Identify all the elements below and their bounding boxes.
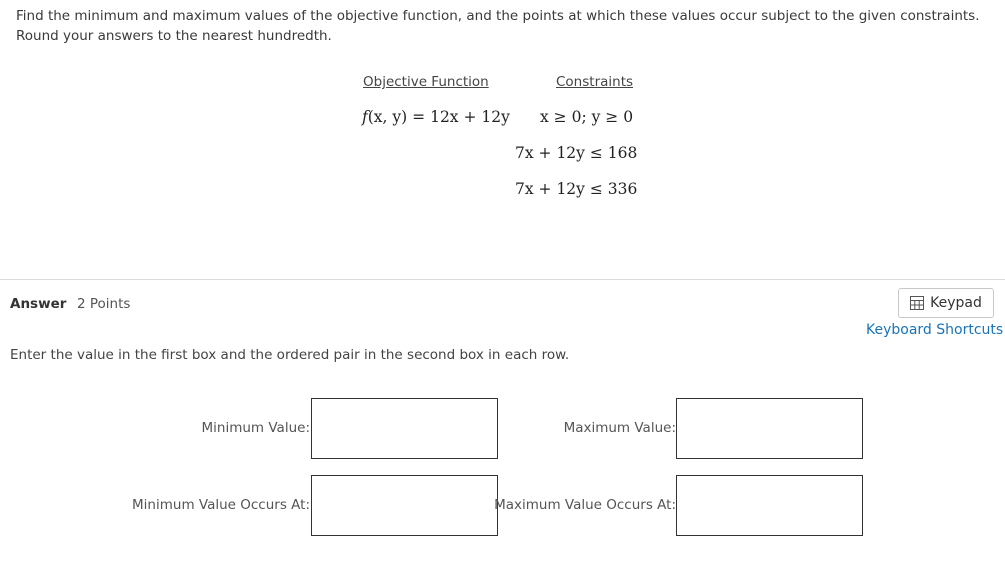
question-prompt: Find the minimum and maximum values of the objective function, and the points at which these values occur subject to the given constraints. Round your answers to the nearest hundredth. <box>16 8 980 44</box>
objective-equals: = <box>412 108 426 126</box>
objective-function-args: (x, y) <box>367 108 408 126</box>
section-divider <box>0 279 1005 280</box>
keypad-button-label: Keypad <box>930 295 982 311</box>
answer-instructions: Enter the value in the first box and the ordered pair in the second box in each row. <box>10 347 570 363</box>
minimum-occurs-at-input[interactable] <box>311 475 498 536</box>
minimum-occurs-at-label: Minimum Value Occurs At: <box>132 497 310 513</box>
keypad-icon <box>910 296 924 310</box>
keypad-button[interactable] <box>898 288 994 318</box>
maximum-occurs-at-input[interactable] <box>676 475 863 536</box>
keyboard-shortcuts-link[interactable]: Keyboard Shortcuts <box>866 322 1004 338</box>
constraint-nonnegativity: x ≥ 0; y ≥ 0 <box>540 108 634 126</box>
maximum-value-input[interactable] <box>676 398 863 459</box>
constraint-2: 7x + 12y ≤ 336 <box>515 180 638 198</box>
minimum-value-input[interactable] <box>311 398 498 459</box>
answer-label: Answer <box>10 296 67 312</box>
constraints-header: Constraints <box>556 74 634 90</box>
minimum-value-label: Minimum Value: <box>201 420 310 436</box>
objective-function-name: f <box>362 108 368 126</box>
constraint-1: 7x + 12y ≤ 168 <box>515 144 638 162</box>
objective-function <box>362 108 510 126</box>
points-label: 2 Points <box>77 296 131 312</box>
objective-expression: 12x + 12y <box>430 108 510 126</box>
maximum-value-label: Maximum Value: <box>563 420 676 436</box>
maximum-occurs-at-label: Maximum Value Occurs At: <box>494 497 676 513</box>
objective-function-header: Objective Function <box>363 74 489 90</box>
